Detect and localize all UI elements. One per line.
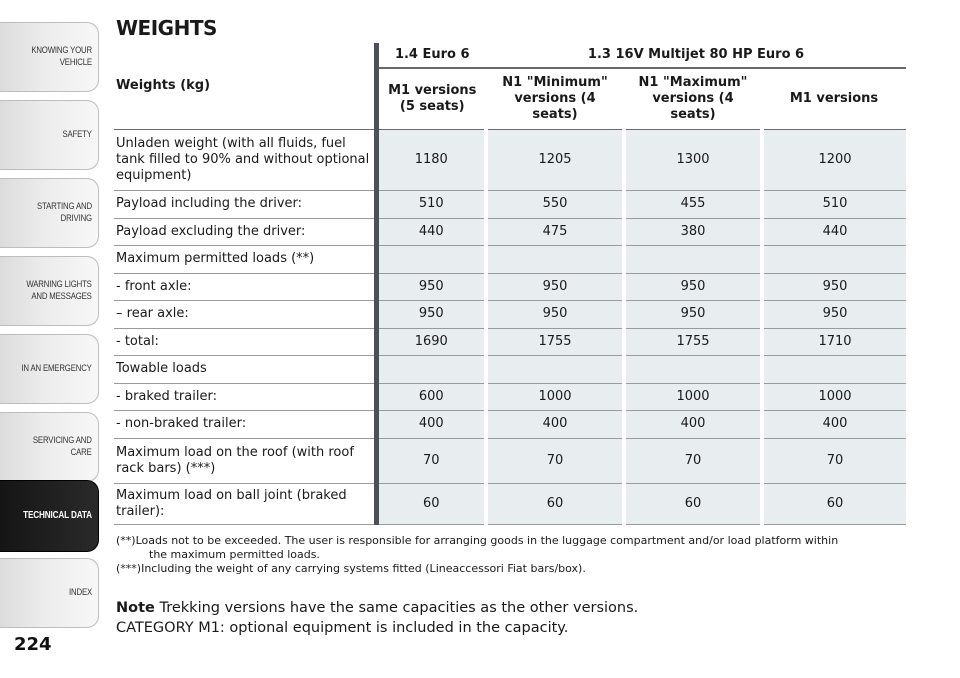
version-header: N1 "Maximum" versions (4 seats) [624,68,762,130]
note-trekking [116,598,638,618]
table-row [114,483,906,524]
tab-knowing-your-vehicle[interactable] [0,22,99,92]
cell-value: 70 [486,438,624,483]
cell-value: 400 [486,411,624,439]
tab-label: IN AN EMERGENCY [21,363,92,374]
cell-value: 455 [624,191,762,219]
cell-value: 1205 [486,130,624,191]
cell-value: 950 [624,301,762,329]
version-header: M1 versions [762,68,906,130]
row-label: - front axle: [114,273,376,301]
cell-value: 950 [486,273,624,301]
cell-value: 475 [486,218,624,246]
cell-value: 440 [376,218,486,246]
table-row [114,191,906,219]
footnote-carrying-systems: (***)Including the weight of any carrying systems fitted (Lineaccessori Fiat bars/box). [116,562,586,575]
cell-value: 600 [376,383,486,411]
cell-value: 70 [624,438,762,483]
footnote-loads-cont: the maximum permitted loads. [149,548,320,561]
row-label: Unladen weight (with all fluids, fuel tank filled to 90% and without optional equipment) [114,130,376,191]
row-label: Towable loads [114,356,376,384]
cell-value: 60 [486,483,624,524]
cell-value: 1000 [624,383,762,411]
cell-value [762,356,906,384]
cell-value: 1690 [376,328,486,356]
cell-value [486,246,624,274]
cell-value: 950 [486,301,624,329]
table-row [114,246,906,274]
cell-value: 400 [624,411,762,439]
cell-value: 950 [376,273,486,301]
tab-starting-and-driving[interactable] [0,178,99,248]
version-header: M1 versions (5 seats) [376,68,486,130]
table-row [114,328,906,356]
table-row [114,301,906,329]
tab-label: SERVICING AND CARE [33,435,92,458]
engine-header-1-3-multijet: 1.3 16V Multijet 80 HP Euro 6 [486,43,906,68]
cell-value: 550 [486,191,624,219]
cell-value: 510 [376,191,486,219]
footnote-loads: (**)Loads not to be exceeded. The user is responsible for arranging goods in the luggage compartment and/or load platform within [116,534,839,547]
row-label: Payload excluding the driver: [114,218,376,246]
tab-label: KNOWING YOUR VEHICLE [31,45,92,68]
cell-value: 70 [376,438,486,483]
tab-label: TECHNICAL DATA [23,510,92,521]
footnotes [116,534,906,576]
row-label: Maximum permitted loads (**) [114,246,376,274]
row-label: Maximum load on the roof (with roof rack bars) (***) [114,438,376,483]
table-row [114,438,906,483]
page-title: WEIGHTS [116,16,217,40]
note-label: Note [116,600,155,616]
page-number: 224 [14,634,52,655]
note-text: Trekking versions have the same capacities as the other versions. [154,600,639,616]
cell-value: 1710 [762,328,906,356]
cell-value: 1200 [762,130,906,191]
tab-index[interactable] [0,558,99,628]
table-row [114,218,906,246]
cell-value [762,246,906,274]
table-row [114,130,906,191]
cell-value: 1300 [624,130,762,191]
note-category: CATEGORY M1: optional equipment is included in the capacity. [116,620,569,636]
cell-value: 950 [376,301,486,329]
row-label: - braked trailer: [114,383,376,411]
cell-value: 70 [762,438,906,483]
cell-value [624,246,762,274]
row-header-weights: Weights (kg) [114,43,376,130]
row-label: - non-braked trailer: [114,411,376,439]
cell-value: 950 [762,301,906,329]
table-row [114,273,906,301]
row-label: - total: [114,328,376,356]
tab-servicing-and-care[interactable] [0,412,99,482]
cell-value: 510 [762,191,906,219]
cell-value: 380 [624,218,762,246]
cell-value: 1755 [486,328,624,356]
engine-header-1-4: 1.4 Euro 6 [376,43,486,68]
tab-warning-lights[interactable] [0,256,99,326]
row-label: – rear axle: [114,301,376,329]
tab-label: SAFETY [62,129,92,140]
tab-safety[interactable] [0,100,99,170]
tab-label: INDEX [69,587,92,598]
cell-value [486,356,624,384]
cell-value: 1000 [762,383,906,411]
version-header: N1 "Minimum" versions (4 seats) [486,68,624,130]
row-label: Payload including the driver: [114,191,376,219]
cell-value: 400 [762,411,906,439]
cell-value: 1000 [486,383,624,411]
tab-label: WARNING LIGHTS AND MESSAGES [26,279,92,302]
cell-value [376,356,486,384]
table-row [114,411,906,439]
cell-value: 60 [376,483,486,524]
cell-value: 1180 [376,130,486,191]
cell-value: 60 [624,483,762,524]
cell-value: 60 [762,483,906,524]
weights-table [114,43,906,525]
cell-value: 400 [376,411,486,439]
cell-value [376,246,486,274]
tab-in-an-emergency[interactable] [0,334,99,404]
cell-value: 950 [624,273,762,301]
table-row [114,356,906,384]
tab-label: STARTING AND DRIVING [37,201,92,224]
tab-technical-data[interactable] [0,480,99,552]
cell-value: 1755 [624,328,762,356]
cell-value [624,356,762,384]
row-label: Maximum load on ball joint (braked trailer): [114,483,376,524]
table-row [114,383,906,411]
cell-value: 950 [762,273,906,301]
cell-value: 440 [762,218,906,246]
